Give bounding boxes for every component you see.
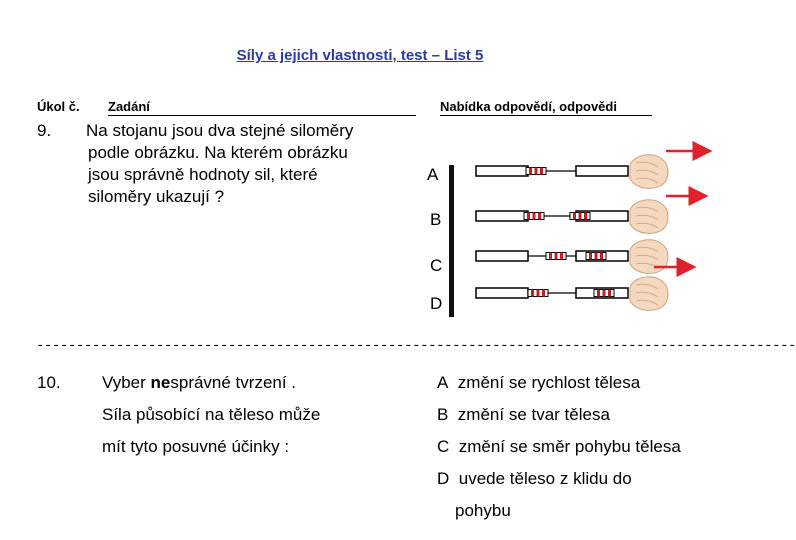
question-10-line-1 xyxy=(102,373,296,393)
option-b-label: B xyxy=(430,210,442,229)
question-10-line-2: Síla působící na těleso může xyxy=(102,405,321,424)
answer-option-b xyxy=(437,405,610,425)
option-a-label: A xyxy=(427,165,439,184)
separator-line: ----------------------------------------------------------------------------------------------- xyxy=(36,338,796,354)
question-10-line-3: mít tyto posuvné účinky : xyxy=(102,437,290,456)
page-title: Síly a jejich vlastnosti, test – List 5 xyxy=(236,47,484,64)
answer-option-d-continued: pohybu xyxy=(455,501,511,520)
answer-text: uvede těleso z klidu do xyxy=(458,469,632,488)
question-10-emphasis: ne xyxy=(150,373,171,392)
answer-option-c xyxy=(437,437,681,457)
question-10-prefix: Vyber xyxy=(102,373,151,392)
answer-option-a xyxy=(437,373,640,393)
question-9-line: jsou správně hodnoty sil, které xyxy=(88,165,318,184)
scale-row-d xyxy=(476,277,668,311)
answer-letter: B xyxy=(437,405,449,424)
question-10-number: 10. xyxy=(37,373,61,392)
option-c-label: C xyxy=(430,256,443,275)
scale-row-b xyxy=(476,196,706,233)
answer-letter: D xyxy=(437,469,450,488)
answer-letter: C xyxy=(437,437,450,456)
answer-text: změní se rychlost tělesa xyxy=(457,373,641,392)
stand xyxy=(449,165,454,317)
question-9-line: podle obrázku. Na kterém obrázku xyxy=(88,143,348,162)
answer-text: změní se směr pohybu tělesa xyxy=(458,437,681,456)
question-9-line: Na stojanu jsou dva stejné siloměry xyxy=(86,121,354,140)
answer-option-d xyxy=(437,469,632,489)
question-9-text xyxy=(86,120,353,208)
header-task: Zadání xyxy=(108,99,150,114)
scale-row-a xyxy=(476,151,710,188)
header-task-underline xyxy=(108,115,416,116)
answer-letter: A xyxy=(437,373,449,392)
question-10-rest: správné tvrzení . xyxy=(170,373,297,392)
header-answers-underline xyxy=(440,115,652,116)
scale-row-c xyxy=(476,240,694,274)
spring-scales-diagram xyxy=(440,140,705,325)
answer-text: změní se tvar tělesa xyxy=(457,405,610,424)
question-9-line: siloměry ukazují ? xyxy=(88,187,225,206)
header-task-number: Úkol č. xyxy=(37,99,80,114)
option-d-label: D xyxy=(430,294,443,313)
question-9-number: 9. xyxy=(37,121,52,140)
header-answers: Nabídka odpovědí, odpovědi xyxy=(440,99,617,114)
